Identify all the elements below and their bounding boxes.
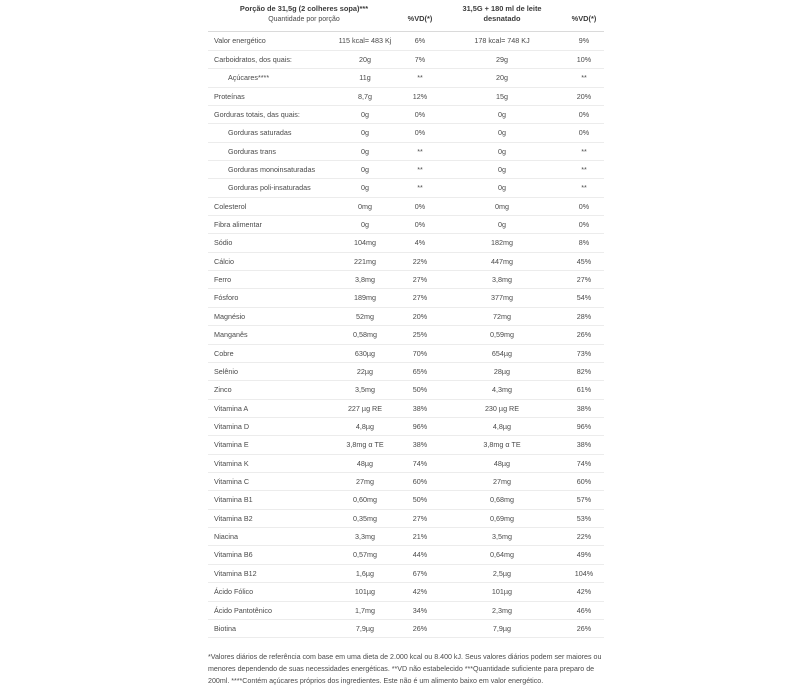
nutrient-vd-with-milk: 0% xyxy=(564,105,604,123)
nutrient-vd-portion: 0% xyxy=(400,105,440,123)
nutrient-label: Valor energético xyxy=(208,32,330,50)
nutrient-vd-with-milk: 49% xyxy=(564,546,604,564)
table-row xyxy=(208,105,604,123)
nutrient-amount-with-milk: 377mg xyxy=(440,289,564,307)
nutrient-amount-with-milk: 4,3mg xyxy=(440,381,564,399)
nutrient-label: Vitamina D xyxy=(208,417,330,435)
nutrient-amount-portion: 0g xyxy=(330,124,400,142)
table-row xyxy=(208,289,604,307)
nutrient-label: Sódio xyxy=(208,234,330,252)
nutrient-vd-portion: 12% xyxy=(400,87,440,105)
nutrient-vd-with-milk: 53% xyxy=(564,509,604,527)
nutrient-vd-with-milk: 60% xyxy=(564,473,604,491)
nutrient-vd-with-milk: 74% xyxy=(564,454,604,472)
table-row xyxy=(208,271,604,289)
nutrient-vd-portion: 27% xyxy=(400,271,440,289)
nutrient-amount-with-milk: 101µg xyxy=(440,583,564,601)
nutrient-label: Biotina xyxy=(208,619,330,637)
nutrient-vd-portion: 4% xyxy=(400,234,440,252)
nutrient-amount-with-milk: 27mg xyxy=(440,473,564,491)
nutrient-amount-portion: 630µg xyxy=(330,344,400,362)
nutrient-amount-portion: 104mg xyxy=(330,234,400,252)
nutrient-vd-portion: 20% xyxy=(400,307,440,325)
nutrient-amount-with-milk: 2,3mg xyxy=(440,601,564,619)
nutrient-vd-portion: 25% xyxy=(400,326,440,344)
nutrient-amount-with-milk: 0g xyxy=(440,105,564,123)
table-header-row xyxy=(208,0,604,32)
nutrient-amount-portion: 0g xyxy=(330,179,400,197)
nutrient-label: Vitamina A xyxy=(208,399,330,417)
nutrient-vd-portion: 22% xyxy=(400,252,440,270)
table-row xyxy=(208,179,604,197)
nutrient-amount-portion: 115 kcal= 483 Kj xyxy=(330,32,400,50)
table-row xyxy=(208,564,604,582)
nutrient-vd-portion: ** xyxy=(400,142,440,160)
nutrient-amount-portion: 0,58mg xyxy=(330,326,400,344)
nutrient-vd-portion: 74% xyxy=(400,454,440,472)
table-row xyxy=(208,381,604,399)
nutrient-vd-with-milk: 61% xyxy=(564,381,604,399)
nutrient-label: Magnésio xyxy=(208,307,330,325)
nutrient-vd-with-milk: 26% xyxy=(564,326,604,344)
table-row xyxy=(208,509,604,527)
nutrient-vd-with-milk: 38% xyxy=(564,436,604,454)
nutrient-amount-portion: 22µg xyxy=(330,362,400,380)
nutrient-vd-portion: 65% xyxy=(400,362,440,380)
nutrient-vd-portion: ** xyxy=(400,69,440,87)
nutrient-amount-with-milk: 0g xyxy=(440,160,564,178)
table-row xyxy=(208,619,604,637)
nutrient-amount-portion: 0,57mg xyxy=(330,546,400,564)
nutrient-vd-portion: 0% xyxy=(400,216,440,234)
nutrient-vd-with-milk: 0% xyxy=(564,197,604,215)
nutrient-amount-portion: 3,8mg α TE xyxy=(330,436,400,454)
nutrient-amount-with-milk: 182mg xyxy=(440,234,564,252)
nutrient-vd-portion: 96% xyxy=(400,417,440,435)
nutrient-label: Proteínas xyxy=(208,87,330,105)
table-row xyxy=(208,583,604,601)
table-row xyxy=(208,87,604,105)
nutrient-vd-portion: 50% xyxy=(400,491,440,509)
nutrient-amount-with-milk: 0g xyxy=(440,216,564,234)
nutrient-amount-portion: 227 µg RE xyxy=(330,399,400,417)
nutrient-vd-portion: 38% xyxy=(400,436,440,454)
nutrient-label: Vitamina B1 xyxy=(208,491,330,509)
nutrient-amount-portion: 0g xyxy=(330,105,400,123)
nutrient-vd-with-milk: 38% xyxy=(564,399,604,417)
table-row xyxy=(208,473,604,491)
nutrient-label: Gorduras trans xyxy=(208,142,330,160)
nutrient-amount-with-milk: 4,8µg xyxy=(440,417,564,435)
nutrient-amount-with-milk: 48µg xyxy=(440,454,564,472)
nutrient-vd-portion: ** xyxy=(400,179,440,197)
nutrient-amount-portion: 0mg xyxy=(330,197,400,215)
table-row xyxy=(208,601,604,619)
nutrient-label: Colesterol xyxy=(208,197,330,215)
nutrient-label: Carboidratos, dos quais: xyxy=(208,50,330,68)
nutrient-vd-with-milk: 45% xyxy=(564,252,604,270)
nutrient-amount-portion: 189mg xyxy=(330,289,400,307)
nutrient-amount-with-milk: 0,64mg xyxy=(440,546,564,564)
nutrient-amount-portion: 20g xyxy=(330,50,400,68)
nutrient-amount-portion: 0,60mg xyxy=(330,491,400,509)
nutrient-vd-portion: 34% xyxy=(400,601,440,619)
nutrient-vd-portion: 27% xyxy=(400,289,440,307)
nutrient-vd-with-milk: ** xyxy=(564,179,604,197)
nutrient-amount-portion: 8,7g xyxy=(330,87,400,105)
nutrient-label: Fibra alimentar xyxy=(208,216,330,234)
nutrient-label: Vitamina K xyxy=(208,454,330,472)
nutrient-vd-portion: 6% xyxy=(400,32,440,50)
nutrient-amount-with-milk: 0g xyxy=(440,124,564,142)
table-row xyxy=(208,417,604,435)
nutrient-label: Manganês xyxy=(208,326,330,344)
nutrient-vd-portion: 7% xyxy=(400,50,440,68)
nutrient-vd-with-milk: 42% xyxy=(564,583,604,601)
table-row xyxy=(208,399,604,417)
column-header-portion xyxy=(208,0,400,32)
nutrient-vd-portion: 70% xyxy=(400,344,440,362)
table-row xyxy=(208,252,604,270)
nutrient-vd-with-milk: 0% xyxy=(564,216,604,234)
column-header-portion-sub: Quantidade por porção xyxy=(268,15,340,23)
nutrient-amount-with-milk: 3,8mg xyxy=(440,271,564,289)
table-row xyxy=(208,344,604,362)
nutrient-amount-with-milk: 3,8mg α TE xyxy=(440,436,564,454)
nutrient-amount-with-milk: 0,59mg xyxy=(440,326,564,344)
nutrient-label: Ácido Fólico xyxy=(208,583,330,601)
nutrient-vd-with-milk: 8% xyxy=(564,234,604,252)
nutrient-amount-with-milk: 0,68mg xyxy=(440,491,564,509)
nutrient-amount-with-milk: 29g xyxy=(440,50,564,68)
nutrient-amount-with-milk: 178 kcal= 748 KJ xyxy=(440,32,564,50)
table-row xyxy=(208,216,604,234)
nutrient-amount-portion: 3,3mg xyxy=(330,528,400,546)
nutrient-vd-portion: 44% xyxy=(400,546,440,564)
table-row xyxy=(208,307,604,325)
nutrient-vd-with-milk: 46% xyxy=(564,601,604,619)
nutrient-amount-with-milk: 28µg xyxy=(440,362,564,380)
nutrient-label: Vitamina C xyxy=(208,473,330,491)
nutrient-vd-portion: 26% xyxy=(400,619,440,637)
column-header-with-milk: 31,5G + 180 ml de leite desnatado xyxy=(440,0,564,32)
nutrient-amount-portion: 0g xyxy=(330,160,400,178)
nutrient-amount-with-milk: 0mg xyxy=(440,197,564,215)
column-header-vd-2: %VD(*) xyxy=(564,0,604,32)
table-row xyxy=(208,528,604,546)
nutrient-vd-with-milk: 54% xyxy=(564,289,604,307)
nutrient-label: Vitamina E xyxy=(208,436,330,454)
column-header-portion-main: Porção de 31,5g (2 colheres sopa)*** xyxy=(239,4,369,13)
nutrient-amount-with-milk: 0,69mg xyxy=(440,509,564,527)
nutrient-amount-with-milk: 72mg xyxy=(440,307,564,325)
nutrient-amount-portion: 3,8mg xyxy=(330,271,400,289)
table-row xyxy=(208,362,604,380)
table-row xyxy=(208,50,604,68)
nutrient-vd-with-milk: 57% xyxy=(564,491,604,509)
nutrient-amount-with-milk: 7,9µg xyxy=(440,619,564,637)
nutrient-vd-with-milk: 0% xyxy=(564,124,604,142)
table-row xyxy=(208,69,604,87)
nutrient-label: Fósforo xyxy=(208,289,330,307)
table-row xyxy=(208,142,604,160)
nutrient-vd-with-milk: ** xyxy=(564,160,604,178)
nutrient-label: Gorduras totais, das quais: xyxy=(208,105,330,123)
nutrient-amount-portion: 0,35mg xyxy=(330,509,400,527)
nutrient-label: Cálcio xyxy=(208,252,330,270)
nutrient-label: Niacina xyxy=(208,528,330,546)
table-row xyxy=(208,197,604,215)
nutrient-vd-with-milk: 26% xyxy=(564,619,604,637)
nutrient-amount-with-milk: 2,5µg xyxy=(440,564,564,582)
nutrient-vd-with-milk: 22% xyxy=(564,528,604,546)
nutrient-vd-portion: 21% xyxy=(400,528,440,546)
nutrient-amount-portion: 27mg xyxy=(330,473,400,491)
nutrient-amount-with-milk: 0g xyxy=(440,179,564,197)
table-row xyxy=(208,326,604,344)
nutrient-amount-portion: 0g xyxy=(330,216,400,234)
nutrient-amount-portion: 52mg xyxy=(330,307,400,325)
table-body xyxy=(208,32,604,638)
nutrient-label: Ácido Pantotênico xyxy=(208,601,330,619)
nutrient-label: Ferro xyxy=(208,271,330,289)
nutrient-vd-portion: 0% xyxy=(400,124,440,142)
nutrient-vd-with-milk: 27% xyxy=(564,271,604,289)
nutrient-label: Gorduras monoinsaturadas xyxy=(208,160,330,178)
table-row xyxy=(208,234,604,252)
nutrient-vd-portion: 60% xyxy=(400,473,440,491)
nutrient-amount-portion: 221mg xyxy=(330,252,400,270)
nutrient-label: Zinco xyxy=(208,381,330,399)
nutrition-table xyxy=(208,0,604,638)
table-row xyxy=(208,32,604,50)
nutrient-label: Vitamina B2 xyxy=(208,509,330,527)
nutrient-vd-with-milk: 96% xyxy=(564,417,604,435)
table-row xyxy=(208,491,604,509)
nutrient-amount-portion: 0g xyxy=(330,142,400,160)
nutrient-label: Gorduras poli-insaturadas xyxy=(208,179,330,197)
nutrient-amount-portion: 11g xyxy=(330,69,400,87)
nutrient-amount-with-milk: 447mg xyxy=(440,252,564,270)
nutrient-vd-with-milk: 104% xyxy=(564,564,604,582)
nutrient-label: Açúcares**** xyxy=(208,69,330,87)
nutrient-vd-with-milk: 10% xyxy=(564,50,604,68)
nutrient-vd-with-milk: ** xyxy=(564,142,604,160)
nutrient-label: Vitamina B6 xyxy=(208,546,330,564)
nutrient-amount-with-milk: 3,5mg xyxy=(440,528,564,546)
nutrient-amount-portion: 1,6µg xyxy=(330,564,400,582)
nutrient-vd-with-milk: 9% xyxy=(564,32,604,50)
nutrient-amount-portion: 101µg xyxy=(330,583,400,601)
nutrient-amount-with-milk: 0g xyxy=(440,142,564,160)
nutrient-vd-portion: 42% xyxy=(400,583,440,601)
nutrient-label: Cobre xyxy=(208,344,330,362)
nutrient-amount-portion: 7,9µg xyxy=(330,619,400,637)
table-header xyxy=(208,0,604,32)
table-row xyxy=(208,160,604,178)
nutrient-amount-with-milk: 15g xyxy=(440,87,564,105)
table-row xyxy=(208,436,604,454)
table-row xyxy=(208,546,604,564)
nutrient-vd-portion: ** xyxy=(400,160,440,178)
nutrient-vd-portion: 27% xyxy=(400,509,440,527)
nutrient-amount-with-milk: 20g xyxy=(440,69,564,87)
nutrient-vd-portion: 50% xyxy=(400,381,440,399)
column-header-vd-1: %VD(*) xyxy=(400,0,440,32)
nutrient-vd-with-milk: 28% xyxy=(564,307,604,325)
nutrient-amount-with-milk: 230 µg RE xyxy=(440,399,564,417)
nutrient-vd-with-milk: ** xyxy=(564,69,604,87)
table-row xyxy=(208,124,604,142)
nutrient-amount-with-milk: 654µg xyxy=(440,344,564,362)
nutrient-vd-with-milk: 73% xyxy=(564,344,604,362)
nutrient-amount-portion: 4,8µg xyxy=(330,417,400,435)
nutrient-amount-portion: 48µg xyxy=(330,454,400,472)
nutrient-amount-portion: 3,5mg xyxy=(330,381,400,399)
nutrient-label: Vitamina B12 xyxy=(208,564,330,582)
nutrient-label: Selênio xyxy=(208,362,330,380)
nutrient-vd-portion: 38% xyxy=(400,399,440,417)
nutrient-amount-portion: 1,7mg xyxy=(330,601,400,619)
nutrient-vd-with-milk: 82% xyxy=(564,362,604,380)
nutrient-vd-portion: 0% xyxy=(400,197,440,215)
nutrient-vd-with-milk: 20% xyxy=(564,87,604,105)
table-row xyxy=(208,454,604,472)
nutrient-vd-portion: 67% xyxy=(400,564,440,582)
footnote-text: *Valores diários de referência com base em uma dieta de 2.000 kcal ou 8.400 kJ. Seus valores diários podem ser maiores ou menores dependendo de suas necessidades energéticas. **VD não estabelecido ***Quantidade suficiente para preparo de 200ml. ****Contém açúcares próprios dos ingredientes. Este não é um alimento baixo em valor energético. xyxy=(208,653,602,685)
nutrient-label: Gorduras saturadas xyxy=(208,124,330,142)
